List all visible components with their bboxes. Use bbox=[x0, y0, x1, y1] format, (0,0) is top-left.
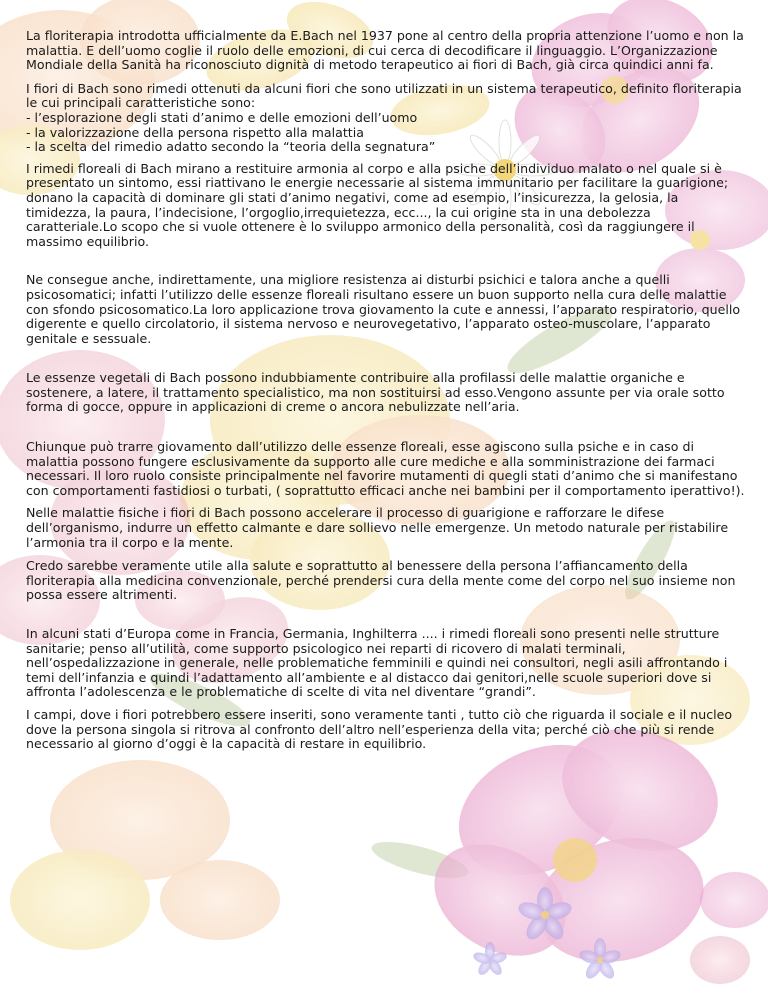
paragraph-plant-essences-prophylaxis: Le essenze vegetali di Bach possono indubbiamente contribuire alla profilassi delle malattie organiche e sostenere, a latere, il trattamento specialistico, ma non sostituirsi ad esso.Vengono assunte per via orale sotto forma di gocce, oppure in applicazioni di creme o ancora nebulizzate nell’aria. bbox=[26, 370, 725, 415]
paragraph-european-healthcare: In alcuni stati d’Europa come in Francia, Germania, Inghilterra .... i rimedi floreali sono presenti nelle strutture sanitarie; penso all’utilità, come supporto psicologico nei reparti di ricovero di malati terminali, nell’ospedalizzazione in generale, nelle problematiche femminili e quindi nei consultori, negli asili affrontando i temi dell’infanzia e quindi l’adattamento all’ambiente e al distacco dai genitori,nelle scuole superiori dove si affronta l’adolescenza e le problematiche di scelte di vita nel diventare “grandi”. bbox=[26, 626, 728, 700]
paragraph-introduction: La floriterapia introdotta ufficialmente da E.Bach nel 1937 pone al centro della propria attenzione l’uomo e non la malattia. E dell’uomo coglie il ruolo delle emozioni, di cui cerca di decodificare il linguaggio. L’Organizzazione Mondiale della Sanità ha riconosciuto dignità di metodo terapeutico ai fiori di Bach, già circa quindici anni fa. bbox=[26, 28, 744, 73]
document-body bbox=[26, 29, 746, 752]
paragraph-remedies-harmony: I rimedi floreali di Bach mirano a restituire armonia al corpo e alla psiche dell’individuo malato o nel quale si è presentato un sintomo, essi riattivano le energie necessarie al sistema immunitario per facilitare la guarigione; donano la capacità di dominare gli stati d’animo negativi, come ad esempio, l’insicurezza, la gelosia, la timidezza, la paura, l’indecisione, l’orgoglio,irrequietezza, ecc..., la cui origine sta in una debolezza caratteriale.Lo scopo che si vuole ottenere è lo sviluppo armonico della personalità, così da raggiungere il massimo equilibrio. bbox=[26, 160, 729, 249]
paragraph-who-benefits: Chiunque può trarre giovamento dall’utilizzo delle essenze floreali, esse agiscono sulla psiche e in caso di malattia possono fungere esclusivamente da supporto alle cure mediche e alla somministrazione dei farmaci necessari. Il loro ruolo consiste principalmente nel favorire mutamenti di quegli stati d’animo che si manifestano con comportamenti fastidiosi o turbati, ( soprattutto efficaci anche nei bambini per il comportamento iperattivo!). bbox=[26, 439, 745, 498]
paragraph-fields-of-application: I campi, dove i fiori potrebbero essere inseriti, sono veramente tanti , tutto ciò che riguarda il sociale e il nucleo dove la persona singola si ritrova al confronto dell’altro nell’esperienza della vita; perché ciò che più si rende necessario al giorno d’oggi è la capacità di restare in equilibrio. bbox=[26, 706, 733, 752]
paragraph-psychosomatic-resistance: Ne consegue anche, indirettamente, una migliore resistenza ai disturbi psichici e talora anche a quelli psicosomatici; infatti l’utilizzo delle essenze floreali risultano essere un buon supporto nella cura delle malattie con sfondo psicosomatico.La loro applicazione trova giovamento la cute e annessi, l’apparato respiratorio, quello digerente e quello circolatorio, il sistema nervoso e neurovegetativo, l’apparato osteo-muscolare, l’apparato genitale e sessuale. bbox=[26, 272, 741, 346]
peach-flower-bottom-left bbox=[10, 760, 280, 950]
paragraph-bach-flowers-characteristics: I fiori di Bach sono rimedi ottenuti da alcuni fiori che sono utilizzati in un sistema terapeutico, definito floriterapia le cui principali caratteristiche sono: - l’esplorazione degli stati d’animo e delle emozioni dell’uomo - la valorizzazione della persona rispetto alla malattia - la scelta del rimedio adatto secondo la “teoria della segnatura” bbox=[26, 80, 742, 155]
paragraph-conventional-medicine: Credo sarebbe veramente utile alla salute e soprattutto al benessere della persona l’affiancamento della floriterapia alla medicina convenzionale, perché prendersi cura della mente come del corpo nel suo insieme non possa essere altrimenti. bbox=[26, 558, 736, 603]
paragraph-physical-illnesses: Nelle malattie fisiche i fiori di Bach possono accelerare il processo di guarigione e rafforzare le difese dell’organismo, indurre un effetto calmante e dare sollievo nelle emergenze. Un metodo naturale per ristabilire l’armonia tra il corpo e la mente. bbox=[26, 505, 729, 550]
